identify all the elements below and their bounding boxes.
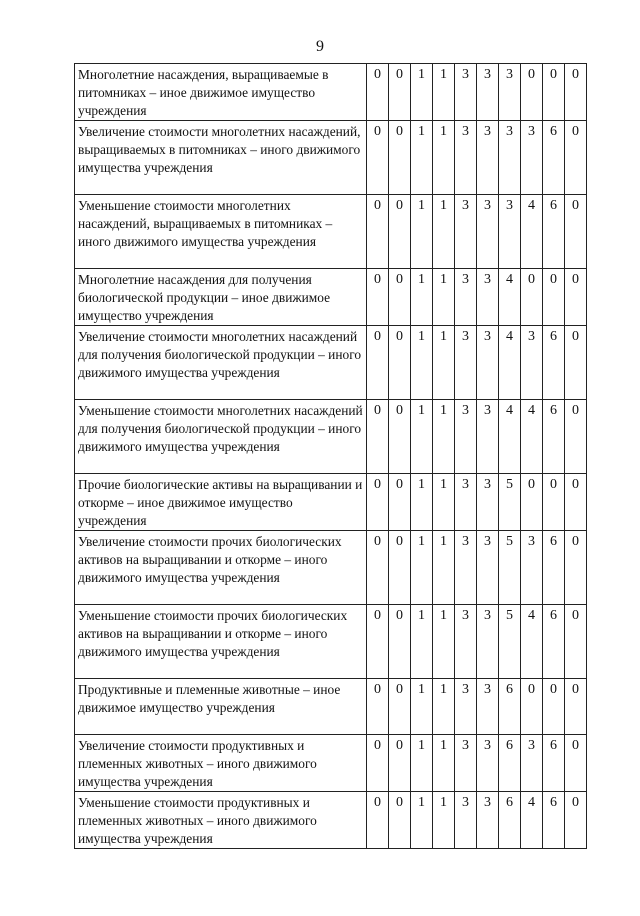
account-code-digit-cell: 0 xyxy=(389,269,411,326)
account-code-digit-cell: 0 xyxy=(389,474,411,531)
table-row xyxy=(75,121,587,195)
account-code-digit-cell: 0 xyxy=(565,474,587,531)
account-code-digit-cell: 3 xyxy=(477,605,499,679)
account-code-digit-cell: 6 xyxy=(543,400,565,474)
account-code-digit-cell: 1 xyxy=(411,269,433,326)
account-code-digit-cell: 3 xyxy=(477,679,499,735)
account-code-digit-cell: 0 xyxy=(565,326,587,400)
account-code-digit-cell: 0 xyxy=(389,195,411,269)
account-description-cell: Прочие биологические активы на выращивании и откорме – иное движимое имущество учреждения xyxy=(75,474,367,531)
account-code-digit-cell: 0 xyxy=(565,269,587,326)
account-code-digit-cell: 1 xyxy=(433,269,455,326)
account-code-digit-cell: 3 xyxy=(499,121,521,195)
table-row xyxy=(75,64,587,121)
account-code-digit-cell: 4 xyxy=(521,400,543,474)
account-codes-table xyxy=(74,63,587,849)
account-code-digit-cell: 6 xyxy=(499,792,521,849)
account-code-digit-cell: 0 xyxy=(367,531,389,605)
account-code-digit-cell: 6 xyxy=(543,326,565,400)
account-code-digit-cell: 3 xyxy=(455,195,477,269)
account-code-digit-cell: 3 xyxy=(455,269,477,326)
account-code-digit-cell: 0 xyxy=(521,679,543,735)
account-code-digit-cell: 1 xyxy=(433,679,455,735)
account-code-digit-cell: 0 xyxy=(543,679,565,735)
account-code-digit-cell: 3 xyxy=(455,605,477,679)
account-code-digit-cell: 1 xyxy=(411,400,433,474)
account-code-digit-cell: 3 xyxy=(499,195,521,269)
account-code-digit-cell: 0 xyxy=(367,792,389,849)
account-code-digit-cell: 0 xyxy=(389,679,411,735)
account-description-cell: Уменьшение стоимости прочих биологических активов на выращивании и откорме – иного движимого имущества учреждения xyxy=(75,605,367,679)
account-description-cell: Увеличение стоимости многолетних насаждений, выращиваемых в питомниках – иного движимого имущества учреждения xyxy=(75,121,367,195)
account-code-digit-cell: 0 xyxy=(543,474,565,531)
account-code-digit-cell: 3 xyxy=(455,64,477,121)
account-code-digit-cell: 0 xyxy=(543,269,565,326)
account-code-digit-cell: 0 xyxy=(367,735,389,792)
account-code-digit-cell: 1 xyxy=(411,64,433,121)
account-code-digit-cell: 3 xyxy=(455,735,477,792)
account-code-digit-cell: 3 xyxy=(455,326,477,400)
account-code-digit-cell: 1 xyxy=(433,400,455,474)
account-code-digit-cell: 0 xyxy=(389,121,411,195)
account-code-digit-cell: 4 xyxy=(521,195,543,269)
account-code-digit-cell: 1 xyxy=(411,735,433,792)
account-code-digit-cell: 0 xyxy=(521,474,543,531)
account-code-digit-cell: 3 xyxy=(521,735,543,792)
account-code-digit-cell: 3 xyxy=(455,531,477,605)
account-code-digit-cell: 1 xyxy=(433,735,455,792)
table-row xyxy=(75,792,587,849)
account-code-digit-cell: 0 xyxy=(367,64,389,121)
account-code-digit-cell: 1 xyxy=(411,195,433,269)
account-code-digit-cell: 3 xyxy=(521,326,543,400)
account-code-digit-cell: 0 xyxy=(367,121,389,195)
account-code-digit-cell: 0 xyxy=(367,195,389,269)
account-code-digit-cell: 3 xyxy=(477,269,499,326)
account-code-digit-cell: 3 xyxy=(455,679,477,735)
account-code-digit-cell: 3 xyxy=(477,326,499,400)
account-code-digit-cell: 3 xyxy=(521,531,543,605)
account-code-digit-cell: 0 xyxy=(565,195,587,269)
account-code-digit-cell: 0 xyxy=(389,792,411,849)
account-code-digit-cell: 3 xyxy=(477,735,499,792)
account-code-digit-cell: 3 xyxy=(477,474,499,531)
account-description-cell: Многолетние насаждения, выращиваемые в питомниках – иное движимое имущество учреждения xyxy=(75,64,367,121)
account-code-digit-cell: 6 xyxy=(543,195,565,269)
account-code-digit-cell: 0 xyxy=(389,64,411,121)
account-code-digit-cell: 5 xyxy=(499,605,521,679)
account-code-digit-cell: 0 xyxy=(367,400,389,474)
account-code-digit-cell: 6 xyxy=(543,121,565,195)
account-description-cell: Увеличение стоимости многолетних насаждений для получения биологической продукции – иного движимого имущества учреждения xyxy=(75,326,367,400)
account-code-digit-cell: 3 xyxy=(455,400,477,474)
account-code-digit-cell: 3 xyxy=(477,121,499,195)
account-code-digit-cell: 3 xyxy=(477,400,499,474)
account-code-digit-cell: 0 xyxy=(565,64,587,121)
page-number: 9 xyxy=(316,38,324,55)
account-code-digit-cell: 3 xyxy=(455,474,477,531)
account-code-digit-cell: 0 xyxy=(367,605,389,679)
account-code-digit-cell: 1 xyxy=(433,326,455,400)
account-code-digit-cell: 6 xyxy=(543,605,565,679)
account-code-digit-cell: 6 xyxy=(543,735,565,792)
account-code-digit-cell: 1 xyxy=(411,474,433,531)
account-code-digit-cell: 0 xyxy=(521,269,543,326)
account-code-digit-cell: 4 xyxy=(499,326,521,400)
account-code-digit-cell: 6 xyxy=(543,792,565,849)
account-description-cell: Многолетние насаждения для получения биологической продукции – иное движимое имущество учреждения xyxy=(75,269,367,326)
account-code-digit-cell: 4 xyxy=(499,269,521,326)
account-code-digit-cell: 3 xyxy=(455,121,477,195)
account-description-cell: Уменьшение стоимости многолетних насаждений, выращиваемых в питомниках – иного движимого имущества учреждения xyxy=(75,195,367,269)
account-code-digit-cell: 0 xyxy=(389,531,411,605)
account-code-digit-cell: 3 xyxy=(455,792,477,849)
account-code-digit-cell: 6 xyxy=(543,531,565,605)
account-code-digit-cell: 6 xyxy=(499,735,521,792)
account-code-digit-cell: 4 xyxy=(521,605,543,679)
account-code-digit-cell: 0 xyxy=(565,121,587,195)
account-code-digit-cell: 1 xyxy=(433,474,455,531)
account-code-digit-cell: 0 xyxy=(367,269,389,326)
account-code-digit-cell: 3 xyxy=(477,531,499,605)
account-code-digit-cell: 0 xyxy=(389,605,411,679)
account-description-cell: Продуктивные и племенные животные – иное движимое имущество учреждения xyxy=(75,679,367,735)
account-code-digit-cell: 0 xyxy=(367,679,389,735)
table-row xyxy=(75,269,587,326)
account-description-cell: Увеличение стоимости прочих биологических активов на выращивании и откорме – иного движимого имущества учреждения xyxy=(75,531,367,605)
account-code-digit-cell: 3 xyxy=(499,64,521,121)
account-code-digit-cell: 0 xyxy=(565,792,587,849)
table-row xyxy=(75,735,587,792)
table-row xyxy=(75,400,587,474)
account-code-digit-cell: 1 xyxy=(411,326,433,400)
account-code-digit-cell: 0 xyxy=(367,326,389,400)
account-code-digit-cell: 0 xyxy=(565,531,587,605)
account-code-digit-cell: 6 xyxy=(499,679,521,735)
account-code-digit-cell: 1 xyxy=(433,605,455,679)
account-description-cell: Уменьшение стоимости многолетних насаждений для получения биологической продукции – иного движимого имущества учреждения xyxy=(75,400,367,474)
account-code-digit-cell: 1 xyxy=(433,121,455,195)
account-code-digit-cell: 1 xyxy=(433,531,455,605)
account-code-digit-cell: 0 xyxy=(389,326,411,400)
account-code-digit-cell: 5 xyxy=(499,474,521,531)
account-code-digit-cell: 1 xyxy=(411,792,433,849)
account-code-digit-cell: 0 xyxy=(565,400,587,474)
account-description-cell: Уменьшение стоимости продуктивных и племенных животных – иного движимого имущества учреждения xyxy=(75,792,367,849)
account-code-digit-cell: 1 xyxy=(411,121,433,195)
account-code-digit-cell: 0 xyxy=(565,605,587,679)
account-code-digit-cell: 0 xyxy=(389,400,411,474)
account-code-digit-cell: 4 xyxy=(499,400,521,474)
account-code-digit-cell: 1 xyxy=(433,64,455,121)
account-description-cell: Увеличение стоимости продуктивных и племенных животных – иного движимого имущества учреждения xyxy=(75,735,367,792)
table-row xyxy=(75,531,587,605)
account-code-digit-cell: 1 xyxy=(411,531,433,605)
account-code-digit-cell: 0 xyxy=(389,735,411,792)
account-code-digit-cell: 0 xyxy=(565,679,587,735)
table-body xyxy=(75,64,587,849)
table-row xyxy=(75,195,587,269)
account-code-digit-cell: 0 xyxy=(565,735,587,792)
account-code-digit-cell: 3 xyxy=(477,792,499,849)
account-code-digit-cell: 3 xyxy=(477,64,499,121)
account-code-digit-cell: 0 xyxy=(521,64,543,121)
table-row xyxy=(75,326,587,400)
account-code-digit-cell: 4 xyxy=(521,792,543,849)
table-row xyxy=(75,474,587,531)
account-code-digit-cell: 5 xyxy=(499,531,521,605)
account-code-digit-cell: 1 xyxy=(411,679,433,735)
account-code-digit-cell: 1 xyxy=(433,195,455,269)
table-row xyxy=(75,679,587,735)
account-code-digit-cell: 3 xyxy=(521,121,543,195)
account-code-digit-cell: 0 xyxy=(367,474,389,531)
account-code-digit-cell: 1 xyxy=(433,792,455,849)
account-code-digit-cell: 1 xyxy=(411,605,433,679)
table-row xyxy=(75,605,587,679)
account-code-digit-cell: 3 xyxy=(477,195,499,269)
account-code-digit-cell: 0 xyxy=(543,64,565,121)
